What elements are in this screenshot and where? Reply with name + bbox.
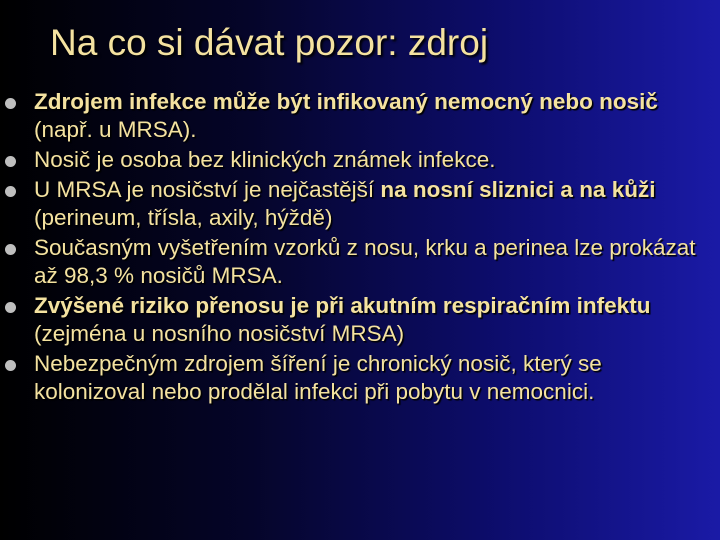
bullet-item bbox=[0, 146, 720, 174]
bullet-item bbox=[0, 234, 720, 290]
bullet-item bbox=[0, 176, 720, 232]
bullet-dot-icon bbox=[5, 360, 16, 371]
bullet-text-bold: Zvýšené riziko přenosu je při akutním respiračním infektu bbox=[34, 293, 651, 318]
bullet-item bbox=[0, 292, 720, 348]
bullet-text: U MRSA je nosičství je nejčastější bbox=[34, 177, 381, 202]
bullet-text: (perineum, třísla, axily, hýždě) bbox=[34, 205, 333, 230]
bullet-dot-icon bbox=[5, 302, 16, 313]
bullet-dot-icon bbox=[5, 244, 16, 255]
bullet-dot-icon bbox=[5, 98, 16, 109]
bullet-dot-icon bbox=[5, 186, 16, 197]
bullet-item bbox=[0, 88, 720, 144]
bullet-text: (např. u MRSA). bbox=[34, 117, 197, 142]
slide-title: Na co si dávat pozor: zdroj bbox=[50, 22, 489, 63]
bullet-text: Současným vyšetřením vzorků z nosu, krku a perinea lze prokázat až 98,3 % nosičů MRSA. bbox=[34, 235, 696, 288]
bullet-text-bold: Zdrojem infekce může být infikovaný nemocný nebo nosič bbox=[34, 89, 658, 114]
bullet-text: Nosič je osoba bez klinických známek infekce. bbox=[34, 147, 496, 172]
bullet-list bbox=[0, 88, 720, 408]
bullet-dot-icon bbox=[5, 156, 16, 167]
bullet-text: Nebezpečným zdrojem šíření je chronický nosič, který se kolonizoval nebo prodělal infekci při pobytu v nemocnici. bbox=[34, 351, 602, 404]
bullet-text-bold: na nosní sliznici a na kůži bbox=[380, 177, 656, 202]
bullet-item bbox=[0, 350, 720, 406]
bullet-text: (zejména u nosního nosičství MRSA) bbox=[34, 321, 405, 346]
